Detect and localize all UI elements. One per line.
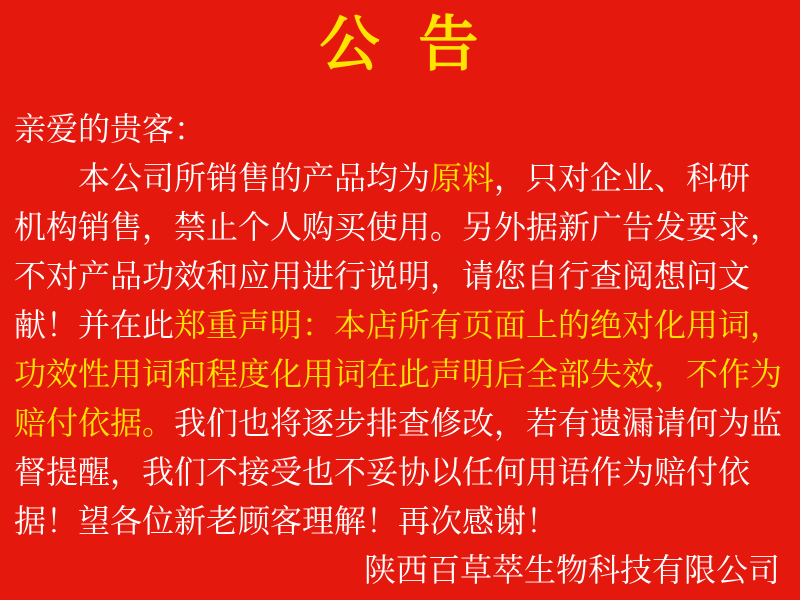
notice-line xyxy=(14,252,786,301)
notice-text: 陕西百草萃生物科技有限公司 xyxy=(363,551,780,589)
notice-line xyxy=(14,546,786,595)
notice-text: 不对产品功效和应用进行说明，请您自行查阅想问文 xyxy=(14,257,751,295)
notice-text: ，只对企业、科研 xyxy=(494,159,751,197)
notice-line xyxy=(14,497,786,546)
notice-text: 机构销售，禁止个人购买使用。另外据新广告发要求， xyxy=(14,208,783,246)
notice-line xyxy=(14,399,786,448)
notice-line xyxy=(14,105,786,154)
notice-text: 献！并在此 xyxy=(14,306,175,344)
notice-line xyxy=(14,203,786,252)
notice-line xyxy=(14,448,786,497)
notice-text: 亲爱的贵客： xyxy=(14,110,207,148)
highlighted-text: 原料 xyxy=(430,159,495,197)
highlighted-text: 赔付依据。 xyxy=(14,404,175,442)
notice-title: 公 告 xyxy=(319,10,481,80)
notice-text: 据！望各位新老顾客理解！再次感谢！ xyxy=(14,502,559,540)
notice-line xyxy=(14,350,786,399)
highlighted-text: 功效性用词和程度化用词在此声明后全部失效，不作为 xyxy=(14,355,783,393)
notice-text: 督提醒，我们不接受也不妥协以任何用语作为赔付依 xyxy=(14,453,751,491)
highlighted-text: 郑重声明：本店所有页面上的绝对化用词， xyxy=(174,306,783,344)
notice-text: 本公司所销售的产品均为 xyxy=(78,159,431,197)
notice-body xyxy=(0,105,800,595)
notice-line xyxy=(14,301,786,350)
notice-text: 我们也将逐步排查修改，若有遗漏请何为监 xyxy=(174,404,783,442)
notice-line xyxy=(14,154,786,203)
